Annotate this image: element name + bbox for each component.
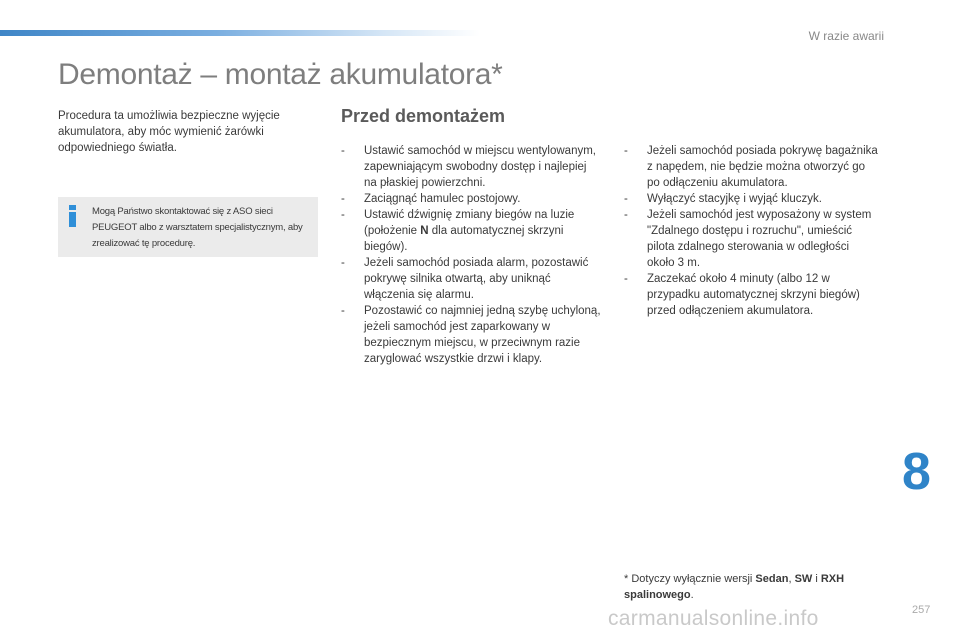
info-box <box>58 197 318 257</box>
watermark: carmanualsonline.info <box>608 607 819 630</box>
page-title: Demontaż – montaż akumulatora* <box>58 58 503 91</box>
steps-list-right <box>624 143 879 319</box>
info-icon <box>69 205 77 227</box>
list-item: - Jeżeli samochód jest wyposażony w system "Zdalnego dostępu i rozruchu", umieścić pilota zdalnego sterowania w odległości około 3 m. <box>624 207 879 271</box>
section-heading: Przed demontażem <box>341 106 506 126</box>
chapter-number: 8 <box>902 443 931 501</box>
page-number: 257 <box>912 604 931 616</box>
info-text: Mogą Państwo skontaktować się z ASO sieci PEUGEOT albo z warsztatem specjalistycznym, aby zrealizować tę procedurę. <box>92 206 303 249</box>
list-item: - Wyłączyć stacyjkę i wyjąć kluczyk. <box>624 191 879 207</box>
gear-position-label: N <box>420 225 429 237</box>
header-accent-bar <box>0 30 480 36</box>
list-item: - Jeżeli samochód posiada alarm, pozostawić pokrywę silnika otwartą, aby uniknąć włączenia się alarmu. <box>341 255 601 303</box>
section-header: W razie awarii <box>808 29 884 43</box>
list-item: - Jeżeli samochód posiada pokrywę bagażnika z napędem, nie będzie można otworzyć go po odłączeniu akumulatora. <box>624 143 879 191</box>
list-item: - Pozostawić co najmniej jedną szybę uchyloną, jeżeli samochód jest zaparkowany w bezpiecznym miejscu, w przeciwnym razie zaryglować wszystkie drzwi i klapy. <box>341 303 601 367</box>
list-item: - Zaciągnąć hamulec postojowy. <box>341 191 601 207</box>
list-item: - Ustawić samochód w miejscu wentylowanym, zapewniającym swobodny dostęp i najlepiej na płaskiej powierzchni. <box>341 143 601 191</box>
footnote: * Dotyczy wyłącznie wersji Sedan, SW i RXH spalinowego. <box>624 573 845 601</box>
steps-list-left <box>341 143 601 367</box>
list-item: - Zaczekać około 4 minuty (albo 12 w przypadku automatycznej skrzyni biegów) przed odłączeniem akumulatora. <box>624 271 879 319</box>
intro-paragraph: Procedura ta umożliwia bezpieczne wyjęcie akumulatora, aby móc wymienić żarówki odpowiedniego światła. <box>58 110 280 154</box>
list-item: - Ustawić dźwignię zmiany biegów na luzie (położenie N dla automatycznej skrzyni biegów). <box>341 207 601 255</box>
